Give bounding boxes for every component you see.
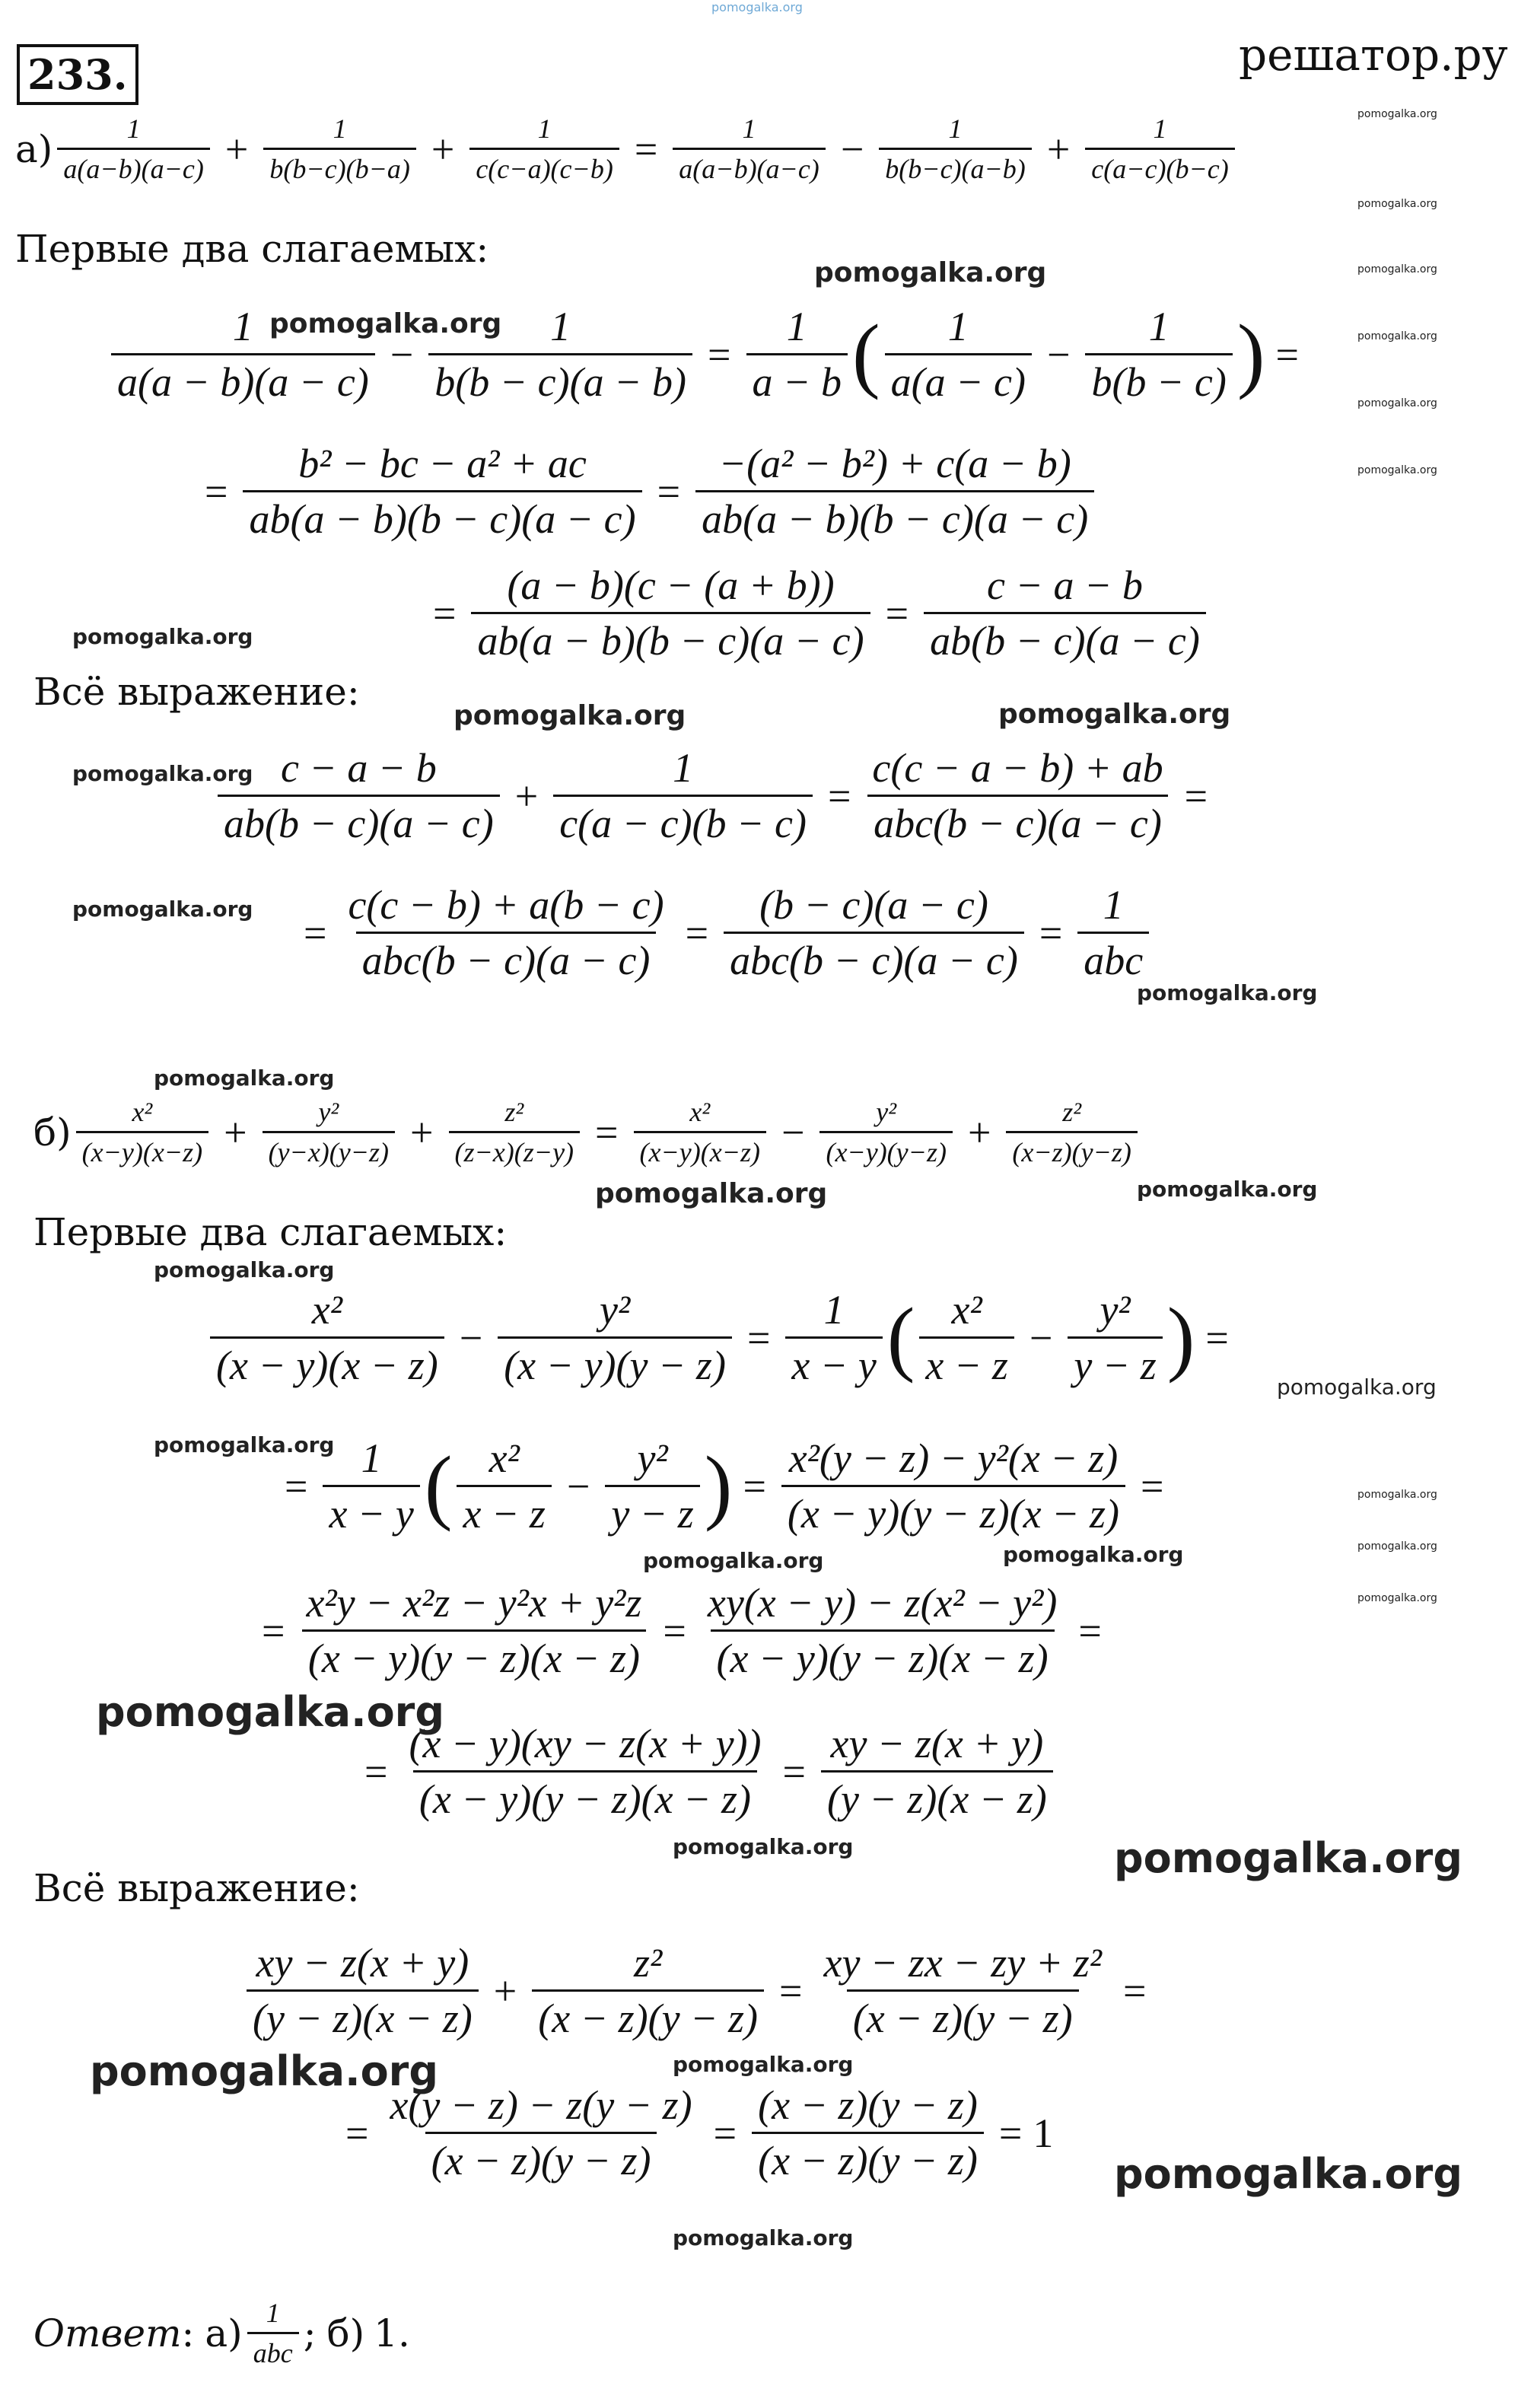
fraction-num: (b − c)(a − c) [759,882,988,928]
site-name: решатор.ру [1239,29,1508,81]
part-b-step-5 [242,1939,1157,2042]
fraction-num: c(c − a − b) + ab [872,745,1163,791]
part-a-step-3 [422,562,1211,664]
equals-sign: = [1039,909,1063,956]
watermark: pomogalka.org [673,2225,854,2250]
fraction-den: b(b − c)(a − b) [428,353,692,406]
fraction-den: abc [1077,932,1149,984]
equals-sign: = [657,468,681,514]
equals-sign: = [1275,331,1299,377]
fraction-num: x²y − x²z − y²x + y²z [306,1580,642,1626]
equals-sign: = [1205,1314,1229,1361]
equals-sign: = [1078,1607,1102,1654]
part-a-whole-label: Всё выражение: [33,670,360,714]
fraction-den: b(b−c)(a−b) [879,148,1032,185]
watermark: pomogalka.org [998,699,1231,730]
equals-sign: = [998,2110,1023,2156]
plus-sign: + [514,772,539,819]
fraction-num: c − a − b [280,745,437,791]
plus-sign: + [1046,126,1071,172]
watermark: pomogalka.org [1357,330,1437,342]
equals-sign: = [262,1607,285,1654]
watermark: pomogalka.org [1357,263,1437,276]
fraction-num: y² [637,1435,668,1481]
fraction-den: (y − z)(x − z) [821,1770,1053,1823]
answer-b-label: б) [326,2311,365,2355]
fraction-num: z² [504,1097,524,1127]
part-b-step-6 [335,2082,1053,2184]
fraction-num: −(a² − b²) + c(a − b) [718,441,1071,486]
watermark: pomogalka.org [673,2052,854,2077]
equals-sign: = [779,1967,803,2014]
fraction-den: a − b [746,353,848,406]
part-b-step-2 [274,1435,1175,1537]
watermark: pomogalka.org [1357,1592,1437,1604]
watermark: pomogalka.org [1357,1489,1437,1501]
fraction-num: x² [132,1097,153,1127]
fraction-den: (y−x)(y−z) [263,1131,395,1168]
fraction-den: ab(a − b)(b − c)(a − c) [695,490,1094,543]
fraction-den: ab(b − c)(a − c) [924,612,1206,664]
part-a-step-5 [293,881,1154,984]
fraction-num: x(y − z) − z(y − z) [390,2082,692,2128]
watermark: pomogalka.org [1357,1540,1437,1553]
fraction-num: xy − z(x + y) [830,1721,1044,1766]
plus-sign: + [410,1109,434,1155]
answer-a-label: а) [205,2311,243,2355]
fraction-num: 1 [361,1435,382,1481]
equals-sign: = [595,1109,619,1155]
fraction-den: (x − y)(y − z)(x − z) [302,1629,646,1682]
fraction-den: (x − z)(y − z) [752,2132,984,2184]
fraction-num: y² [599,1287,631,1333]
fraction-den: (x−z)(y−z) [1006,1131,1138,1168]
equals-sign: = [433,590,457,636]
fraction-num: xy − z(x + y) [256,1940,469,1986]
watermark: pomogalka.org [154,1432,335,1457]
answer-colon: : [181,2311,195,2355]
fraction-num: y² [1100,1287,1131,1333]
fraction-num: c(c − b) + a(b − c) [348,882,664,928]
fraction-num: 1 [1103,882,1124,928]
fraction-num: x² [311,1287,342,1333]
part-b-whole-label: Всё выражение: [33,1866,360,1910]
fraction-den: a(a − b)(a − c) [111,353,375,406]
equals-sign: = [743,1463,766,1509]
fraction-num: 1 [550,304,571,349]
fraction-num: 1 [333,113,347,144]
watermark: pomogalka.org [1357,198,1437,210]
equals-sign: = [827,772,851,819]
fraction-den: (x − y)(y − z)(x − z) [711,1629,1055,1682]
plus-sign: + [431,126,455,172]
watermark: pomogalka.org [1357,397,1437,409]
fraction-den: (x−y)(x−z) [634,1131,766,1168]
watermark: pomogalka.org [1277,1374,1437,1400]
fraction-num: x² [689,1097,711,1127]
left-paren: ( [424,1439,453,1532]
answer-label: Ответ [33,2311,182,2355]
fraction-den: b(b − c) [1085,353,1232,406]
right-paren: ) [1236,307,1265,400]
equals-sign: = [1122,1967,1147,2014]
fraction-num: (x − y)(xy − z(x + y)) [409,1721,762,1766]
minus-sign: − [459,1314,483,1361]
watermark: pomogalka.org [72,761,253,786]
equals-sign: = [746,1314,771,1361]
fraction-den: (x−y)(x−z) [76,1131,208,1168]
watermark: pomogalka.org [1357,108,1437,120]
watermark: pomogalka.org [1003,1542,1184,1567]
left-paren: ( [851,307,880,400]
fraction-num: 1 [266,2298,280,2328]
fraction-num: y² [876,1097,897,1127]
top-watermark: pomogalka.org [711,0,803,14]
fraction-den: y − z [605,1485,699,1537]
part-a-first-two-label: Первые два слагаемых: [15,227,489,271]
fraction-num: x²(y − z) − y²(x − z) [788,1435,1119,1481]
fraction-den: (y − z)(x − z) [247,1989,479,2042]
watermark: pomogalka.org [90,2047,438,2095]
minus-sign: − [1046,331,1071,377]
plus-sign: + [967,1109,991,1155]
right-paren: ) [1166,1291,1195,1384]
equals-sign: = [1184,772,1208,819]
equals-sign: = [885,590,909,636]
plus-sign: + [224,126,249,172]
fraction-den: (z−x)(z−y) [449,1131,581,1168]
part-b-step-1 [205,1286,1240,1389]
fraction-num: c − a − b [987,562,1143,608]
watermark: pomogalka.org [1137,1177,1318,1202]
fraction-num: 1 [1153,113,1167,144]
equals-sign: = [708,331,731,377]
equals-sign: = [205,468,228,514]
fraction-den: (x − y)(x − z) [210,1336,444,1389]
fraction-den: a(a − c) [885,353,1032,406]
equals-sign: = [285,1463,308,1509]
minus-sign: − [840,126,864,172]
watermark: pomogalka.org [72,624,253,649]
minus-sign: − [1029,1314,1053,1361]
equals-sign: = [634,126,658,172]
part-a-step-4 [213,744,1218,847]
watermark: pomogalka.org [1357,464,1437,476]
answer-separator: ; [303,2311,317,2355]
fraction-den: c(a − c)(b − c) [553,795,813,847]
fraction-num: x² [951,1287,982,1333]
part-b-step-4 [354,1720,1058,1823]
fraction-den: ab(b − c)(a − c) [218,795,500,847]
part-b-statement [33,1096,1142,1168]
fraction-den: a(a−b)(a−c) [673,148,826,185]
fraction-num: xy(x − y) − z(x² − y²) [707,1580,1058,1626]
plus-sign: + [493,1967,517,2014]
problem-number: 233. [17,44,138,105]
part-b-step-3 [251,1579,1112,1682]
equals-sign: = [685,909,709,956]
fraction-den: abc(b − c)(a − c) [724,932,1024,984]
fraction-den: abc(b − c)(a − c) [356,932,657,984]
fraction-den: abc [247,2332,299,2369]
fraction-den: a(a−b)(a−c) [57,148,210,185]
fraction-den: b(b−c)(b−a) [263,148,416,185]
watermark: pomogalka.org [1114,1834,1462,1882]
fraction-den: x − z [457,1485,551,1537]
fraction-den: (x − z)(y − z) [532,1989,764,2042]
fraction-num: z² [634,1940,663,1986]
fraction-den: (x − z)(y − z) [847,1989,1079,2042]
fraction-den: ab(a − b)(b − c)(a − c) [471,612,870,664]
minus-sign: − [566,1463,590,1509]
fraction-den: c(c−a)(c−b) [469,148,619,185]
equals-sign: = [345,2110,369,2156]
fraction-num: 1 [126,113,141,144]
fraction-den: (x − z)(y − z) [425,2132,657,2184]
watermark: pomogalka.org [1137,980,1318,1005]
part-a-step-2 [194,440,1099,543]
fraction-den: x − y [785,1336,882,1389]
fraction-den: ab(a − b)(b − c)(a − c) [243,490,641,543]
fraction-num: 1 [786,304,807,349]
fraction-num: 1 [232,304,253,349]
fraction-num: 1 [742,113,756,144]
equals-sign: = [304,909,327,956]
watermark: pomogalka.org [1114,2150,1462,2198]
fraction-den: x − y [323,1485,419,1537]
answer-b-value: 1. [374,2311,410,2355]
watermark: pomogalka.org [269,308,502,339]
watermark: pomogalka.org [154,1065,335,1091]
watermark: pomogalka.org [595,1178,828,1209]
fraction-den: (x − y)(y − z) [498,1336,732,1389]
equals-sign: = [364,1748,388,1795]
left-paren: ( [886,1291,915,1384]
fraction-num: x² [488,1435,520,1481]
fraction-den: (x−y)(y−z) [819,1131,952,1168]
part-a-statement [15,113,1240,185]
fraction-den: (x − y)(y − z)(x − z) [781,1485,1125,1537]
answer-line [33,2297,410,2369]
result-value: 1 [1033,2110,1054,2156]
watermark: pomogalka.org [154,1257,335,1282]
fraction-num: 1 [537,113,552,144]
minus-sign: − [781,1109,805,1155]
equals-sign: = [663,1607,686,1654]
fraction-num: 1 [823,1287,845,1333]
fraction-den: (x − y)(y − z)(x − z) [413,1770,757,1823]
watermark: pomogalka.org [453,700,686,731]
right-paren: ) [704,1439,733,1532]
fraction-num: z² [1062,1097,1082,1127]
equals-sign: = [1141,1463,1164,1509]
part-b-first-two-label: Первые два слагаемых: [33,1210,508,1254]
fraction-num: 1 [1148,304,1170,349]
watermark: pomogalka.org [72,897,253,922]
fraction-den: x − z [919,1336,1014,1389]
part-a-label: а) [15,126,53,171]
fraction-num: (a − b)(c − (a + b)) [507,562,835,608]
watermark: pomogalka.org [643,1548,824,1573]
fraction-num: 1 [673,745,694,791]
plus-sign: + [224,1109,247,1155]
watermark: pomogalka.org [96,1688,444,1736]
fraction-den: c(a−c)(b−c) [1085,148,1234,185]
fraction-num: 1 [947,304,969,349]
fraction-num: xy − zx − zy + z² [823,1940,1102,1986]
fraction-num: b² − bc − a² + ac [298,441,587,486]
fraction-num: y² [318,1097,339,1127]
minus-sign: − [390,331,414,377]
fraction-den: abc(b − c)(a − c) [867,795,1168,847]
fraction-num: 1 [948,113,963,144]
watermark: pomogalka.org [814,257,1047,288]
fraction-den: y − z [1068,1336,1162,1389]
watermark: pomogalka.org [673,1834,854,1859]
fraction-num: (x − z)(y − z) [758,2082,978,2128]
equals-sign: = [713,2110,737,2156]
part-b-label: б) [33,1110,72,1155]
equals-sign: = [782,1748,806,1795]
